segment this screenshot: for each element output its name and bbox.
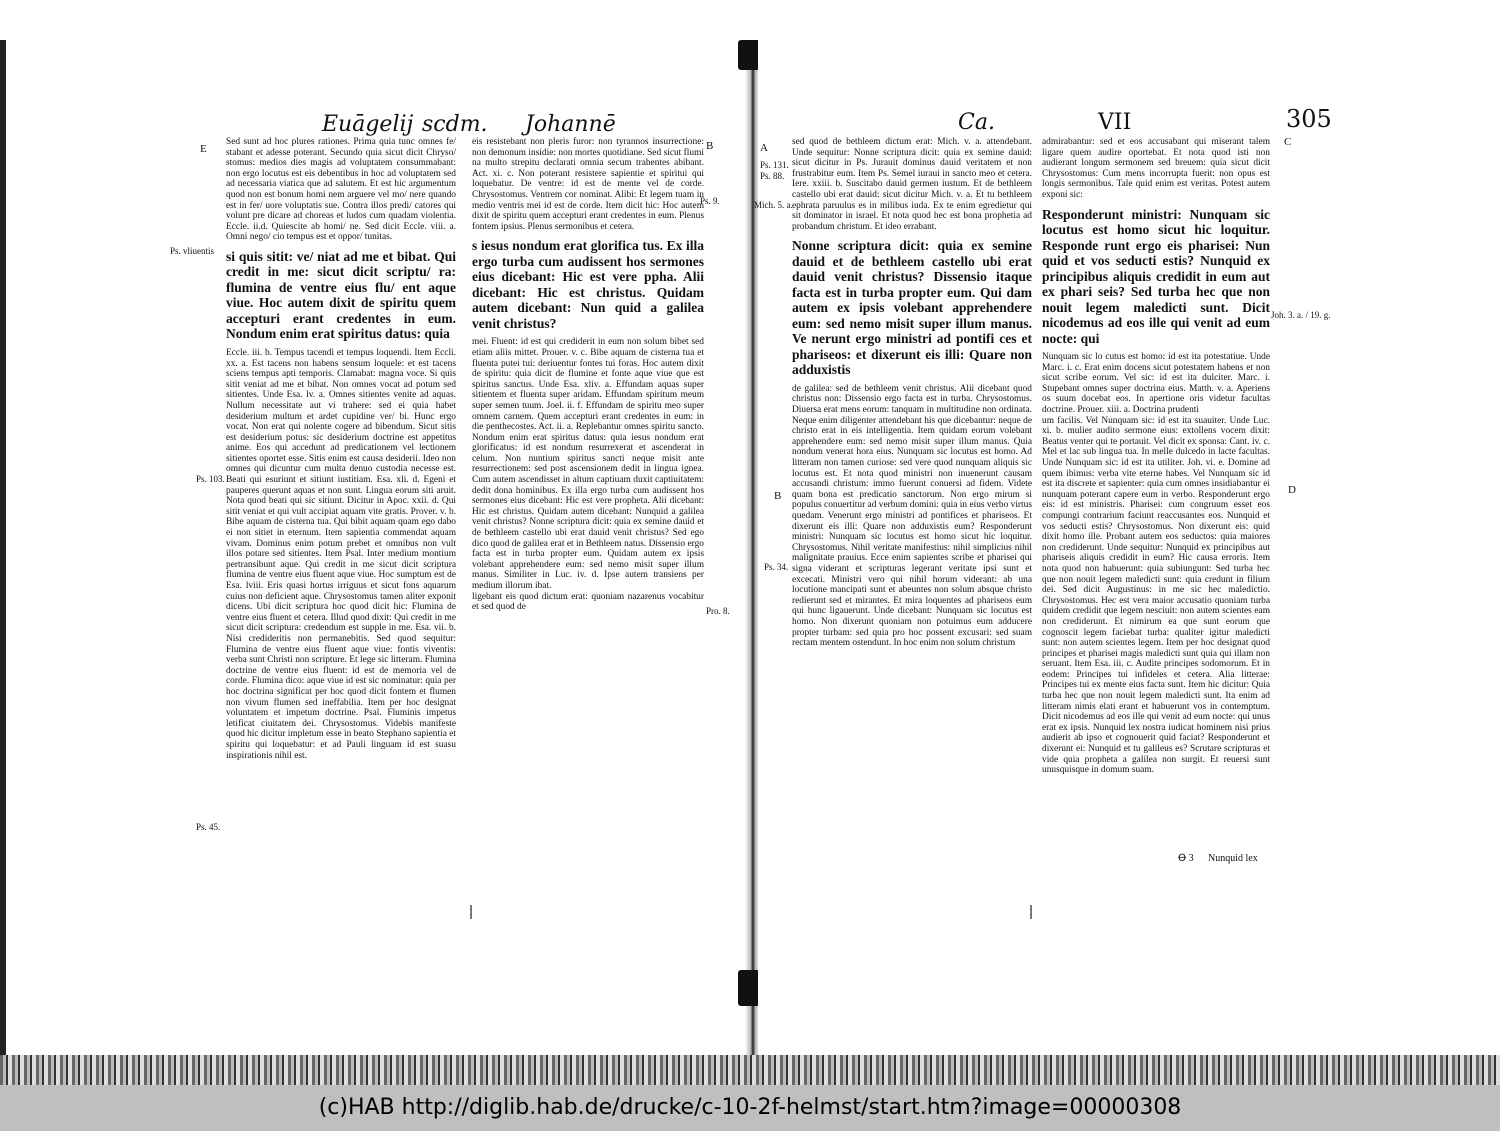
commentary-column-2 — [472, 137, 704, 865]
page-mark — [470, 905, 472, 919]
gospel-text-block: si quis sitit: ve/ niat ad me et bibat. Qui credit in me: sicut dicit scriptu/ ra: flumina de ventre eius flu/ ent aque viue. Hoc autem dixit de spiritu quem accepturi erant credentes in eum. Nondum enim erat spiritus datus: quia — [226, 248, 456, 342]
left-page — [0, 0, 752, 1085]
left-page-edge — [0, 40, 6, 1080]
catchword: Nunquid lex — [1208, 853, 1258, 864]
commentary-column-3 — [792, 137, 1032, 857]
commentary-paragraph: sed quod de bethleem dictum erat: Mich. v. a. attendebant. Unde sequitur: Nonne scriptura dicit: quia ex semine dauid: sicut dicitur in Ps. Jurauit dominus dauid veritatem et non frustrabitur eum. Item Ps. Semel iuraui in sancto meo et cetera. Iere. xxiii. b. Suscitabo dauid germen iustum. Et de bethleem castello ubi erat dauid: sicut dicitur Mich. v. a. Et tu bethleem ephrata paruulus es in milibus iuda. Ex te enim egredietur qui sit dominator in israel. Et nota quod hec est bona prophetia ad probandum christum. Et ideo errabant. — [792, 137, 1032, 232]
commentary-paragraph: Eccle. iii. b. Tempus tacendi et tempus loquendi. Item Eccli. xx. a. Est tacens non habens sensum loquele: et est tacens sciens tempus apti temporis. Clamabat: magna voce. Si quis sitit veniat ad me et bibat. Non omnes vocat ad potum sed sitientes. Unde Esa. lv. a. Omnes sitientes venite ad aquas. Nullum necessitate aut vi trahere: sed ei quia habet desiderium multum et ardet cupidine ver/ bi. Hunc ergo vocat. Non erat qui nolente cogere ad bibendum. Sicut sitis est desiderium potus: sic desiderium doctrine est appetitus anime. Eos qui accedunt ad predicationem vel lectionem sitientes oportet esse. Sitis enim est causa desiderii. Ideo non omnes qui dicuntur cum multa denuo custodia necesse est. Beati qui esuriunt et sitiunt iustitiam. Esa. xli. d. Egeni et pauperes querunt aquas et non sunt. Lingua eorum siti aruit. Nota quod beati qui sic sitiunt. Dicitur in Apoc. xxii. d. Qui sitit veniat et qui vult accipiat aquam vite gratis. Prover. v. b. Bibe aquam de cisterna tua. Qui bibit aquam quam ego dabo ei non sitiet in eternum. Item sapientia commendat aquam vivam. Dominus enim potum prebet et omnibus non vult illos potare sed sitientes. Item Psal. Inter medium montium pertransibunt aque. Qui credit in me sicut dicit scriptura flumina de ventre eius fluent aque viue. Hoc sumptum est de Esa. lviii. Eris quasi hortus irriguus et sicut fons aquarum cuius non deficient aque. Chrysostomus tamen aliter exponit dicens. Ubi dicit scriptura hoc quod dicit hic: Flumina de ventre eius fluent et cetera. Illud quod dixit: Qui credit in me sicut dicit scriptura: credendum est supple in me. Esa. vii. b. Nisi credideritis non permanebitis. Sed quod sequitur: Flumina de ventre eius fluent aque viue: fontis viventis: verba sunt Christi non scripture. Et lege sic litteram. Flumina doctrine de ventre eius fluent: id est de memoria vel de corde. Flumina dico: aque viue id est sic nominatur: quia per hoc doctrina significat per hoc quod dicit fontem et flumen non vivum flumen sed ineffabilia. Item per hoc designat voluntatem et impetum doctrine. Psal. Fluminis impetus letificat ciuitatem dei. Chrysostomus. Videbis manifeste quod hic dicitur impletum esse in beato Stephano sapientia et spiritu qui loquebatur: et ad Pauli linguam id est suasu inspirationis nihil est. — [226, 347, 456, 761]
margin-note-3: Ps. 45. — [196, 822, 221, 832]
margin-note-1: Ps. vliuentis — [170, 246, 215, 256]
margin-note-8: Mich. 5. a. — [754, 200, 793, 210]
right-page — [754, 0, 1500, 1085]
binding-clip-top — [738, 40, 760, 70]
section-letter-c: C — [1284, 136, 1292, 148]
gospel-text-block: s iesus nondum erat glorifica tus. Ex illa ergo turba cum audissent hos sermones eius dicebant: Hic est vere ppha. Alii dicebant: Hic est christus. Quidam autem dicebant: Nun quid a galilea venit christus? — [472, 238, 704, 331]
gospel-text-block: Responderunt ministri: Nunquam sic locutus est homo sicut hic loquitur. Responde runt ergo eis pharisei: Nun quid et vos seducti estis? Nunquid ex principibus aliquis credidit in eum aut ex phari seis? Sed turba hec que non nouit legem maledicti sunt. Dicit nicodemus ad eos ille qui venit ad eum nocte: qui — [1042, 206, 1270, 346]
margin-note-6: Ps. 131. — [760, 160, 789, 170]
margin-note-7: Ps. 88. — [760, 171, 785, 181]
margin-note-4: Ps. 9. — [700, 196, 720, 206]
commentary-column-4 — [1042, 137, 1270, 855]
signature-mark: Ꝋ 3 — [1178, 853, 1194, 864]
running-head-euangelii: Euāgelij — [322, 112, 414, 137]
commentary-paragraph: admirabantur: sed et eos accusabant qui miserant talem ligare quem audire oportebat. Et nota quod isti non audierant longum sermonem sed breuem: quia sicut dicit Chrysostomus: Cum mens incorrupta fuerit: non opus est longis sermonibus. Tale quid enim est veritas. Potest autem exponi sic: — [1042, 137, 1270, 200]
copyright-footer — [0, 1085, 1500, 1131]
section-letter-d: D — [1288, 484, 1296, 496]
folio-number: 305 — [1286, 105, 1332, 133]
margin-note-10: Joh. 3. a. / 19. g. — [1271, 310, 1331, 320]
commentary-paragraph: ligebant eis quod dictum erat: quoniam nazarenus vocabitur et sed quod de — [472, 591, 704, 613]
footer-credit-text: (c)HAB http://diglib.hab.de/drucke/c-10-2f-helmst/start.htm?image=00000308 — [318, 1095, 1182, 1120]
section-letter-b-left: B — [706, 140, 714, 152]
commentary-paragraph: de galilea: sed de bethleem venit christus. Alii dicebant quod christus non: Dissensio ergo facta est in turba. Chrysostomus. Diuersa erat mens eorum: tanquam in multitudine non ordinata. Neque enim diligenter attendebant his que dicebantur: neque de christo erat in eis intelligentia. Item quidam eorum volebant apprehendere eum: sed nemo misit super illum manus. Quia nondum venerat hora eius. Nunquam sic locutus est homo. Ad litteram non tamen curiose: sed vere quod nunquam aliquis sic locutus est. Et nota quod ministri non inuenerunt causam accusandi christum: immo fuerunt conuersi ad fidem. Videte quam bona est predicatio sanctorum. Non ergo mirum si populus conuertitur ad verbum domini: quia in eius verbo virtus quedam. Venerunt ergo ministri ad pontifices et phariseos. Et dixerunt eis illi: Quare non adduxistis eum? Responderunt ministri: Nunquam sic locutus est homo sicut hic loquitur. Chrysostomus. Nihil veritate manifestius: nihil simplicius nihil malignitate prauius. Ecce enim sapientes scribe et pharisei qui signa viderant et scripturas legerant veritate ipsi sunt et excecati. Ministri vero qui nihil horum viderant: ab una locutione mancipati sunt et abeuntes non solum absque christo redierunt sed et mirantes. Et mira loquentes ad phariseos eum qui hunc ligauerunt. Unde dicebant: Nunquam sic locutus est homo. Non dixerunt quoniam non potuimus eum adducere propter turbam: sed quia pro hoc possent excusari: sed suam rectam mentem ostendunt. In hoc enim non solum christum — [792, 383, 1032, 649]
section-letter-e: E — [200, 143, 207, 155]
commentary-paragraph: eis resistebant non pleris furor: non tyrannos insurrectione: non demonum insidie: non mortes quotidiane. Sed sicut flumi na multo strepitu declarati omnia secum trahentes abibant. Act. xi. c. Non poterant resistere sapientie et spiritui qui loquebatur. De ventre: id est de mente vel de corde. Chrysostomus. Ventrem cor nominat. Alibi: Et legem tuam in medio ventris mei id est de corde. Item dicit hic: Hoc autem dixit de spiritu quem accepturi erant credentes in eum. Plenus fontem ipsius. Plenus sermonibus et cetera. — [472, 137, 704, 232]
margin-note-9: Ps. 34. — [764, 562, 789, 572]
running-head-secundum: scdm. — [422, 112, 488, 137]
running-head-chapter-number: VII — [1098, 110, 1132, 135]
commentary-column-1 — [226, 137, 456, 857]
margin-note-2: Ps. 103. — [196, 474, 225, 484]
margin-note-5: Pro. 8. — [706, 606, 730, 616]
page-stack-edge — [0, 1055, 1500, 1085]
section-letter-b: B — [774, 490, 782, 502]
commentary-paragraph: Nunquam sic lo cutus est homo: id est ita potestatiue. Unde Marc. i. c. Erat enim docens sicut potestatem habens et non sicut scribe eorum. Vel sic: id est ita dulciter. Marc. i. Stupebant omnes super doctrina eius. Matth. v. a. Aperiens os suum docebat eos. In apertione oris videtur facultas doctrine. Prouer. xiii. a. Doctrina prudenti — [1042, 352, 1270, 416]
commentary-paragraph: Sed sunt ad hoc plures rationes. Prima quia tunc omnes fe/ stabant et adesse poterant. Secundo quia sicut dicit Chryso/ stomus: medios dies magis ad voluptatem consummabant: non ergo locutus est eis debentibus in hoc ad voluptatem sed ad necessaria viatica que ad salutem. Et est hic argumentum quod non est bonum homi nem arguere vel mo/ nere quando est in fer/ uore voluptatis sue. Contra illos predi/ catores qui volunt pre dicare ad choreas et ludos cum quadam violentia. Eccle. ii.d. Quiescite ab homi/ ne. Sed dicit Eccle. viii. a. Omni nego/ cio tempus est et oppor/ tunitas. — [226, 137, 456, 243]
section-letter-a: A — [760, 142, 768, 154]
page-mark — [1030, 905, 1032, 919]
gospel-text-block: Nonne scriptura dicit: quia ex semine dauid et de bethleem castello ubi erat dauid venit christus? Dissensio itaque facta est in turba propter eum. Qui dam autem ex ipsis volebant apprehendere eum: sed nemo misit super illum manus. Ve nerunt ergo ministri ad pontifi ces et phariseos: et dixerunt eis illi: Quare non adduxistis — [792, 238, 1032, 378]
commentary-paragraph: um facilis. Vel Nunquam sic: id est ita suauiter. Unde Luc. xi. b. mulier audito sermone eius: extollens vocem dixit: Beatus venter qui te portauit. Vel dicit ex sponsa: Cant. iv. c. Mel et lac sub lingua tua. In melle dulcedo in lacte facultas. Unde Nunquam sic: id est ita utiliter. Joh. vi. e. Domine ad quem ibimus: verba vite eterne habes. Vel Nunquam sic id est ita discrete et sapienter: quia cum omnes insidiabantur ei nunquam poterant capere eum in verbo. Responderunt ergo eis: id est ministris. Pharisei: cum congruum esset eos compungi contrarium faciunt reaccusantes eos. Nunquid et vos seducti estis? Chrysostomus. Non dixerunt eis: quid dixit homo ille. Probant autem eos seductos: quia maiores non crediderunt. Unde sequitur: Nunquid ex principibus aut phariseis aliquis credidit in eum? Hic causa erroris. Item nota quod non habuerunt: quia subiungunt: Sed turba hec que non nouit legem maledicti sunt: quia credunt in filium dei. Sed dicit Augustinus: in me sic hec maledictio. Chrysostomus. Hec est vera maior accusatio quoniam turba quidem credidit que legem nesciuit: non autem scientes eam non crediderunt. Et nimirum ea que sunt eorum que cognoscit legem faciebat turba: qualiter igitur maledicti sunt: non autem scientes legem. Item per hoc designat quod principes et pharisei magis maledicti sunt quia qui illam non seruant. Item Esa. iii. c. Audite principes sodomorum. Et in eodem: Principes tui infideles et cetera. Alia litterae: Principes tui ex mente eius facta sunt. Item hic dicitur: Quia turba hec que non nouit legem maledicti sunt. Ita enim ad litteram nimis elati erant et habuerunt vos in contemptum. Dicit nicodemus ad eos ille qui venit ad eum nocte: qui unus erat ex ipsis. Nunquid lex nostra iudicat hominem nisi prius audierit ab ipso et cognouerit quid faciat? Responderunt et dixerunt ei: Nunquid et tu galileus es? Scrutare scripturas et vide quia propheta a galilea non surgit. Et reuersi sunt unusquisque in domum suam. — [1042, 415, 1270, 776]
running-head-johannem: Johannē — [525, 112, 616, 137]
binding-clip-bottom — [738, 970, 760, 1006]
running-head-capitulum: Ca. — [958, 110, 995, 135]
commentary-paragraph: mei. Fluent: id est qui crediderit in eum non solum bibet sed etiam aliis mittet. Prouer. v. c. Bibe aquam de cisterna tua et fluenta putei tui: deriuentur fontes tui foras. Hoc autem dixit de spiritu: quia dicit de flumine et fonte aque viue que est spiritus sanctus. Unde Esa. xliv. a. Effundam aquas super sitientem et fluenta super aridam. Effundam spiritum meum super semen tuum. Joel. ii. f. Effundam de spiritu meo super omnem carnem. Quem accepturi erant credentes in eum: in die penthecostes. Act. ii. a. Replebantur omnes spiritu sancto. Nondum enim erat spiritus datus: quia iesus nondum erat glorificatus: id est nondum resurrexerat et ascenderat in celum. Non nuntium spiritus sancti neque misit ante resurrectionem: sed post ascensionem dedit in lingua ignea. Cum autem ascendisset in altum captiuam duxit captiuitatem: dedit dona hominibus. Ex illa ergo turba cum audissent hos sermones eius dicebant: Hic est vere propheta. Alii dicebant: Hic est christus. Quidam autem dicebant: Nunquid a galilea venit christus? Nonne scriptura dicit: quia ex semine dauid et de bethleem castello ubi erat dauid venit christus? Sed ego dico quod de galilea erat et in Bethleem natus. Dissensio ergo facta est in turba propter eum. Quidam autem ex ipsis volebant apprehendere eum: sed nemo misit super illum manus. Similiter in Luc. iv. d. Ipse autem transiens per medium illorum ibat. — [472, 337, 704, 591]
